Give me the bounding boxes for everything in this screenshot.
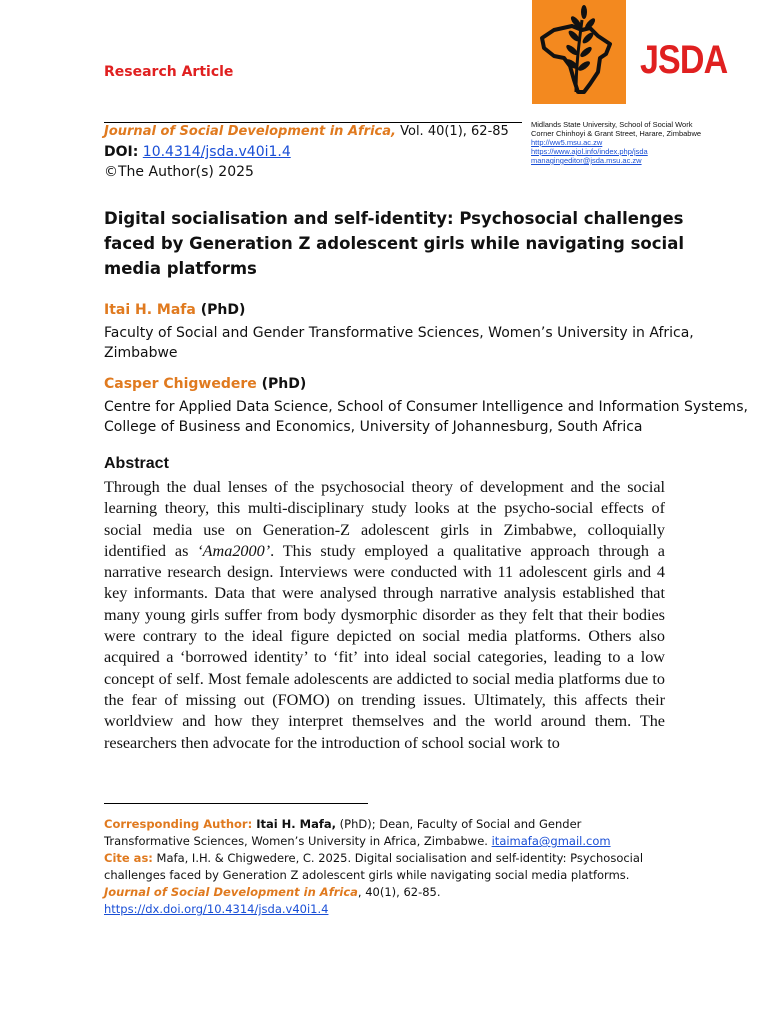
abstract-body <box>104 477 665 754</box>
abstract-heading: Abstract <box>104 455 169 472</box>
footnotes <box>104 816 668 918</box>
cite-as-journal: Journal of Social Development in Africa <box>104 885 358 899</box>
cite-as-tail: , 40(1), 62-85. <box>357 885 441 899</box>
journal-citation-line <box>104 124 509 139</box>
journal-name: Journal of Social Development in Africa, <box>104 124 396 139</box>
journal-volume: Vol. 40(1), 62-85 <box>395 124 509 139</box>
paper-title: Digital socialisation and self-identity: Psychosocial challenges faced by Generation Z adolescent girls while navigating social media platforms <box>104 209 684 278</box>
author-degree: (PhD) <box>195 302 246 318</box>
corresponding-author-name: Itai H. Mafa, <box>252 817 337 831</box>
abstract-text-part: . This study employed a qualitative approach through a narrative research design. Interviews were conducted with 11 adolescent girls and 4 key informants. Data that were analysed through narrative analysis established that many young girls suffer from body dysmorphic disorder as they felt that their bodies were contrary to the ideal figure depicted on social media platforms. Others also acquired a ‘borrowed identity’ to ‘fit’ into ideal social categories, leading to a low concept of self. Most female adolescents are addicted to social media platforms due to the fear of missing out (FOMO) on trending issues. Ultimately, this affects their worldview and how they interpret themselves and the world around them. The researchers then advocate for the introduction of school social work to <box>104 541 665 752</box>
author-degree: (PhD) <box>256 376 307 392</box>
author-name: Casper Chigwedere <box>104 376 257 392</box>
author-name: Itai H. Mafa <box>104 302 196 318</box>
university-info <box>531 120 761 165</box>
abstract-italic-term: ‘Ama2000’ <box>197 541 271 560</box>
cite-as-note <box>104 850 668 918</box>
author-2-affiliation: Centre for Applied Data Science, School of Consumer Intelligence and Information Systems, College of Business and Economics, University of Johannesburg, South Africa <box>104 399 748 435</box>
university-address-line: Corner Chinhoyi & Grant Street, Harare, Zimbabwe <box>531 129 702 138</box>
author-1-affiliation: Faculty of Social and Gender Transformative Sciences, Women’s University in Africa, Zimbabwe <box>104 325 694 361</box>
copyright-notice: ©The Author(s) 2025 <box>104 164 254 180</box>
university-website-link[interactable]: http://ww5.msu.ac.zw <box>531 138 603 147</box>
article-type-label: Research Article <box>104 64 234 80</box>
corresponding-author-email-link[interactable]: itaimafa@gmail.com <box>491 834 611 848</box>
africa-plant-logo-icon <box>532 0 626 104</box>
abstract-text-part: Through the dual lenses of the psychosocial theory of development and the social learning theory, this multi-disciplinary study looks at the psycho-social effects of social media use on Generation-Z adolescent girls in Zimbabwe, colloquially identified as <box>104 478 665 560</box>
corresponding-author-note <box>104 816 668 850</box>
journal-logo-text: JSDA <box>640 38 728 82</box>
editor-email-link[interactable]: managingeditor@jsda.msu.ac.zw <box>531 156 642 165</box>
header-divider <box>104 122 522 123</box>
doi-link[interactable]: 10.4314/jsda.v40i1.4 <box>142 144 291 160</box>
corresponding-author-text: (PhD); Dean, Faculty of Social and Gender Transformative Sciences, Women’s University in Africa, Zimbabwe. <box>104 817 582 848</box>
cite-as-doi-link[interactable]: https://dx.doi.org/10.4314/jsda.v40i1.4 <box>104 902 329 916</box>
journal-website-link[interactable]: https://www.ajol.info/index.php/jsda <box>531 147 648 156</box>
journal-logo <box>532 0 626 104</box>
footnote-divider <box>104 803 368 804</box>
cite-as-label: Cite as: <box>104 851 153 865</box>
author-2 <box>104 376 306 392</box>
doi-label: DOI: <box>104 144 139 160</box>
doi-line <box>104 144 291 160</box>
corresponding-author-label: Corresponding Author: <box>104 817 253 831</box>
university-address-line: Midlands State University, School of Social Work <box>531 120 693 129</box>
author-1 <box>104 302 245 318</box>
cite-as-text: Mafa, I.H. & Chigwedere, C. 2025. Digital socialisation and self-identity: Psychosocial challenges faced by Generation Z adolescent girls while navigating social media platforms. <box>104 851 644 882</box>
